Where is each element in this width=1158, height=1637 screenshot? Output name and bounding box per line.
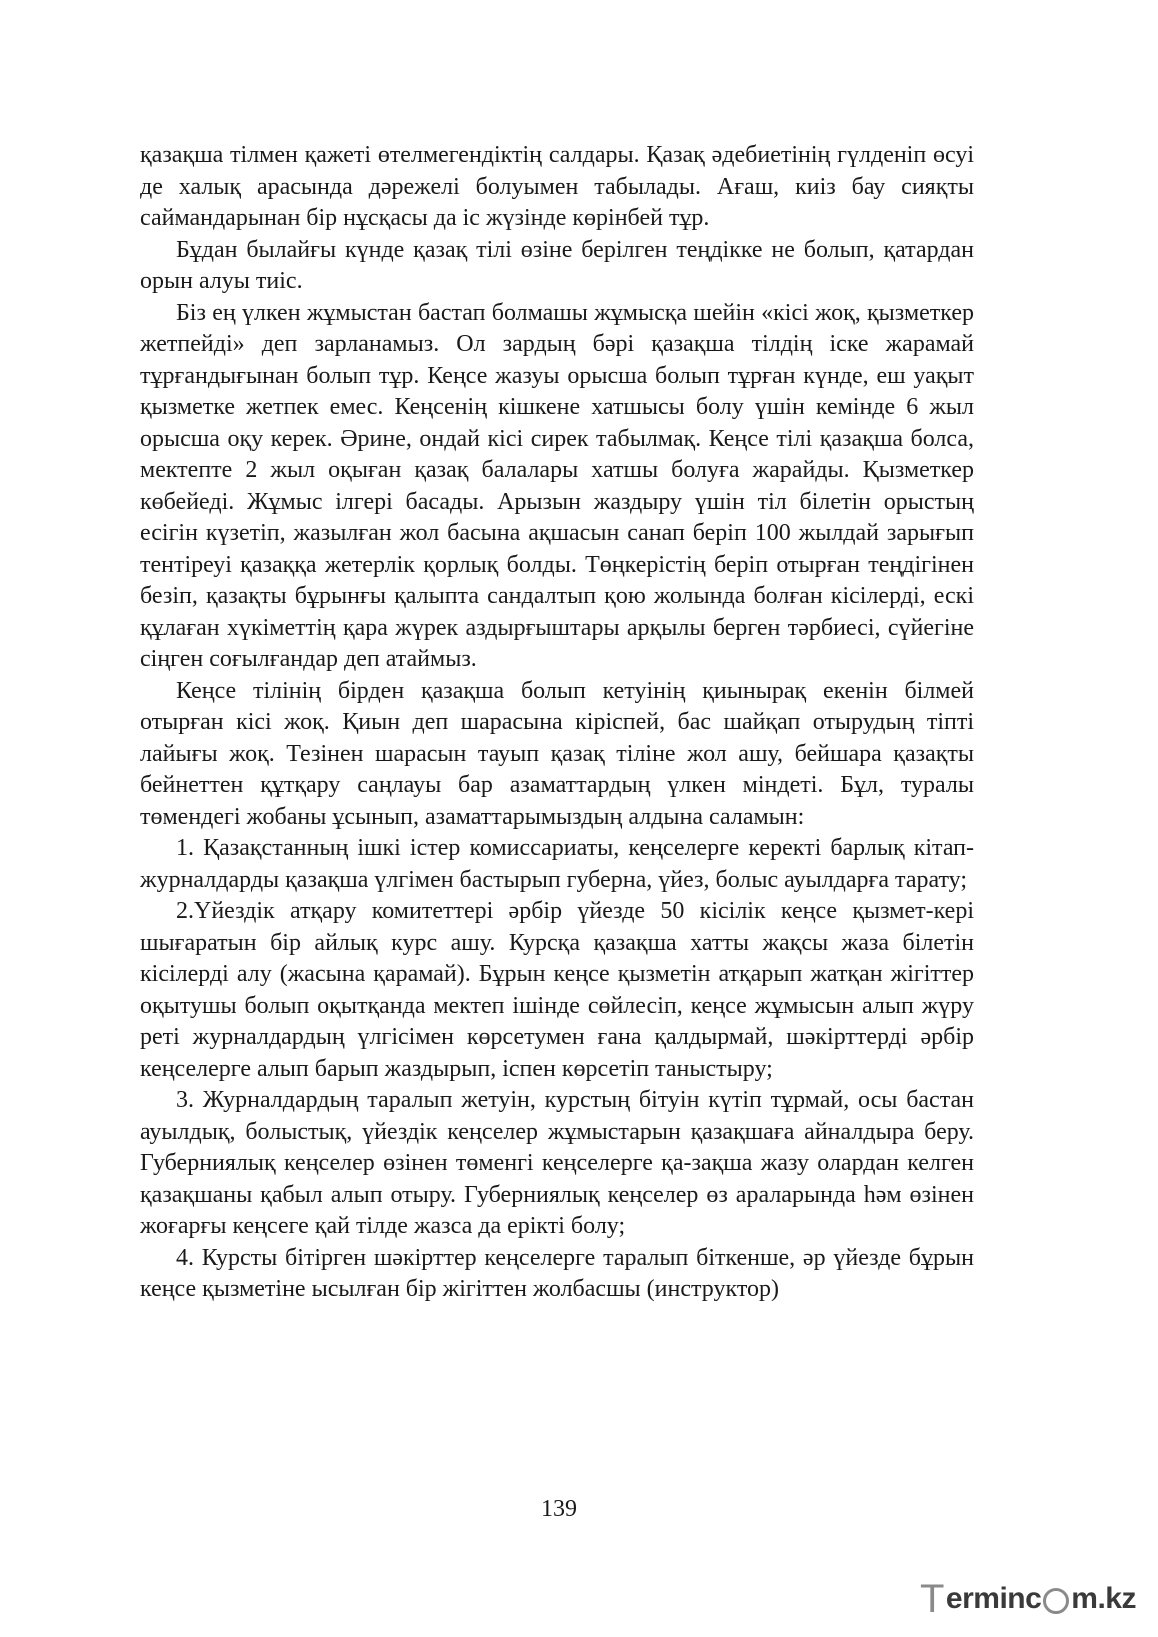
paragraph-2: Бұдан былайғы күнде қазақ тілі өзіне берілген теңдікке не болып, қатардан орын алуы тиіс. bbox=[140, 236, 974, 294]
circle-o-icon bbox=[1043, 1588, 1069, 1614]
termincom-watermark-logo bbox=[919, 1576, 1136, 1621]
list-item-4: 4. Курсты бітірген шәкірттер кеңселерге таралып біткенше, әр үйезде бұрын кеңсе қызметіне ысылған бір жігіттен жолбасшы (инструктор) bbox=[140, 1244, 974, 1302]
paragraph-4: Кеңсе тілінің бірден қазақша болып кетуінің қиынырақ екенін білмей отырған кісі жоқ. Қиын деп шарасына кіріспей, бас шайқап отырудың тіпті лайығы жоқ. Тезінен шарасын тауып қазақ тіліне жол ашу, бейшара қазақты бейнеттен құтқару саңлауы бар азаматтардың үлкен міндеті. Бұл, туралы төмендегі жобаны ұсынып, азаматтарымыздың алдына саламын: bbox=[140, 677, 974, 830]
list-item-1: 1. Қазақстанның ішкі істер комиссариаты, кеңселерге керекті барлық кітап-журналдарды қазақша үлгімен бастырып губерна, үйез, болыс ауылдарға тарату; bbox=[140, 835, 974, 893]
document-body bbox=[140, 140, 974, 1306]
watermark-text-part2: m.kz bbox=[1071, 1582, 1136, 1615]
list-item-2: 2.Үйездік атқару комитеттері әрбір үйезде 50 кісілік кеңсе қызмет-кері шығаратын бір айлық курс ашу. Курсқа қазақша хатты жақсы жаза білетін кісілерді алу (жасына қарамай). Бұрын кеңсе қызметін атқарып жатқан жігіттер оқытушы болып оқытқанда мектеп ішінде сөйлесіп, кеңсе жұмысын алып жүру реті журналдардың үлгісімен көрсетумен ғана қалдырмай, шәкірттерді әрбір кеңселерге алып барып жаздырып, іспен көрсетіп таныстыру; bbox=[140, 898, 974, 1082]
watermark-t-letter: T bbox=[919, 1576, 944, 1621]
page-number: 139 bbox=[541, 1496, 577, 1522]
watermark-text-part1: erminc bbox=[945, 1582, 1042, 1615]
list-item-3: 3. Журналдардың таралып жетуін, курстың бітуін күтіп тұрмай, осы бастан ауылдық, болыстық, үйездік кеңселер жұмыстарын қазақшаға айналдыра беру. Губерниялық кеңселер өзінен төменгі кеңселерге қа-зақша жазу олардан келген қазақшаны қабыл алып отыру. Губерниялық кеңселер өз араларында һәм өзінен жоғарғы кеңсеге қай тілде жазса да ерікті болу; bbox=[140, 1087, 974, 1239]
paragraph-3: Біз ең үлкен жұмыстан бастап болмашы жұмысқа шейін «кісі жоқ, қызметкер жетпейді» деп зарланамыз. Ол зардың бәрі қазақша тілдің іске жарамай тұрғандығынан болып тұр. Кеңсе жазуы орысша болып тұрған күнде, еш уақыт қызметке жетпек емес. Кеңсенің кішкене хатшысы болу үшін кемінде 6 жыл орысша оқу керек. Әрине, ондай кісі сирек табылмақ. Кеңсе тілі қазақша болса, мектепте 2 жыл оқыған қазақ балалары хатшы болуға жарайды. Қызметкер көбейеді. Жұмыс ілгері басады. Арызын жаздыру үшін тіл білетін орыстың есігін күзетіп, жазылған жол басына ақшасын санап беріп 100 жылдай зарығып тентіреуі қазаққа жетерлік қорлық болды. Төңкерістің беріп отырған теңдігінен безіп, қазақты бұрынғы қалыпта сандалтып қою жолында болған кісілерді, ескі құлаған хүкіметтің қара жүрек аздырғыштары арқылы берген тәрбиесі, сүйегіне сіңген соғылғандар деп атаймыз. bbox=[140, 299, 974, 672]
paragraph-1: қазақша тілмен қажеті өтелмегендіктің салдары. Қазақ әдебиетінің гүлденіп өсуі де халық арасында дәрежелі болуымен табылады. Ағаш, киіз бау сияқты саймандарынан бір нұсқасы да іс жүзінде көрінбей тұр. bbox=[140, 142, 974, 231]
